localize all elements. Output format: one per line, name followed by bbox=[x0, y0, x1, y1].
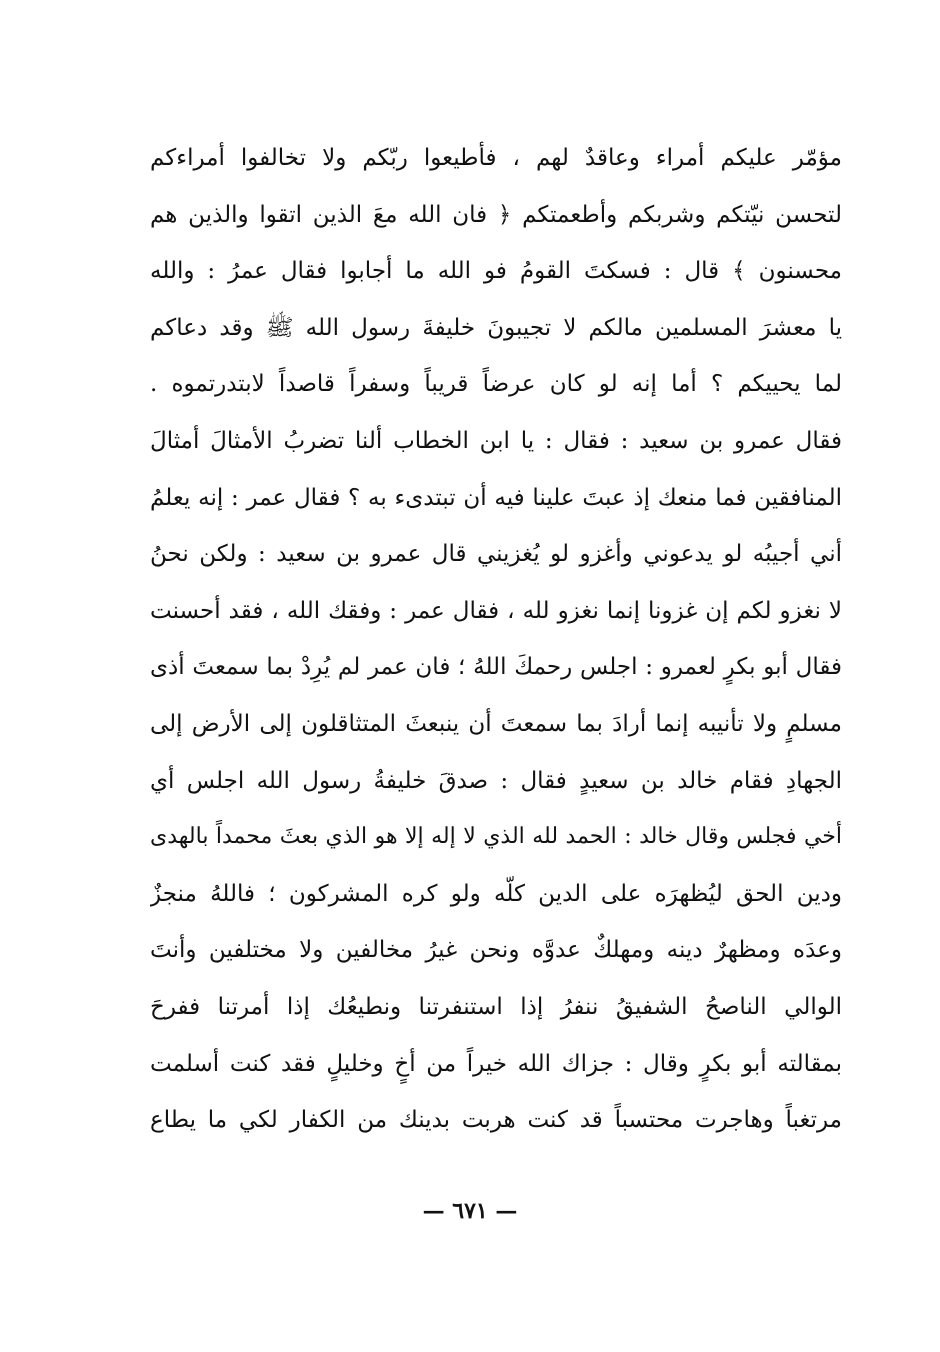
text-line: الجهادِ فقام خالد بن سعيدٍ فقال : صدقَ خليفةُ رسول الله اجلس أي bbox=[150, 767, 842, 794]
text-line: لا نغزو لكم إن غزونا إنما نغزو لله ، فقال عمر : وفقك الله ، فقد أحسنت bbox=[150, 597, 842, 624]
text-line: مرتغباً وهاجرت محتسباً قد كنت هربت بدينك من الكفار لكي ما يطاع bbox=[150, 1107, 842, 1134]
text-line: مسلمٍ ولا تأنيبه إنما أرادَ بما سمعتَ أن ينبعثَ المتثاقلون إلى الأرض إلى bbox=[150, 710, 842, 737]
text-line: لما يحييكم ؟ أما إنه لو كان عرضاً قريباً وسفراً قاصداً لابتدرتموه . bbox=[150, 371, 842, 398]
text-line: أخي فجلس وقال خالد : الحمد لله الذي لا إله إلا هو الذي بعثَ محمداً بالهدى bbox=[150, 824, 842, 850]
text-line: لتحسن نيّتكم وشربكم وأطعمتكم ﴿ فان الله معَ الذين اتقوا والذين هم bbox=[150, 201, 842, 228]
text-line: وعدَه ومظهرٌ دينه ومهلكٌ عدوَّه ونحن غيرُ مخالفين ولا مختلفين وأنتَ bbox=[150, 937, 842, 964]
text-line: ودين الحق ليُظهرَه على الدين كلّه ولو كره المشركون ؛ فاللهُ منجزٌ bbox=[150, 880, 842, 907]
text-line: مؤمّر عليكم أمراء وعاقدٌ لهم ، فأطيعوا ربّكم ولا تخالفوا أمراءكم bbox=[150, 145, 842, 171]
text-line: محسنون ﴾ قال : فسكتَ القومُ فو الله ما أجابوا فقال عمرُ : والله bbox=[150, 258, 842, 285]
text-line: يا معشرَ المسلمين مالكم لا تجيبونَ خليفةَ رسول الله ﷺ وقد دعاكم bbox=[150, 314, 842, 341]
body-text bbox=[150, 130, 842, 1149]
text-line: المنافقين فما منعك إذ عبتَ علينا فيه أن تبتدىء به ؟ فقال عمر : إنه يعلمُ bbox=[150, 484, 842, 511]
text-line: فقال أبو بكرٍ لعمرو : اجلس رحمكَ اللهُ ؛ فان عمر لم يُرِدْ بما سمعتَ أذى bbox=[150, 654, 842, 681]
text-line: أني أجيبُه لو يدعوني وأغزو لو يُغزيني قال عمرو بن سعيد : ولكن نحنُ bbox=[150, 541, 842, 568]
text-line: فقال عمرو بن سعيد : فقال : يا ابن الخطاب ألنا تضربُ الأمثالَ أمثالَ bbox=[150, 427, 842, 454]
text-line: بمقالته أبو بكرٍ وقال : جزاك الله خيراً من أخٍ وخليلٍ فقد كنت أسلمت bbox=[150, 1050, 842, 1077]
page-number: — ٦٧١ — bbox=[422, 1198, 518, 1224]
text-line: الوالي الناصحُ الشفيقُ ننفرُ إذا استنفرتنا ونطيعُك إذا أمرتنا ففرحَ bbox=[150, 993, 842, 1020]
